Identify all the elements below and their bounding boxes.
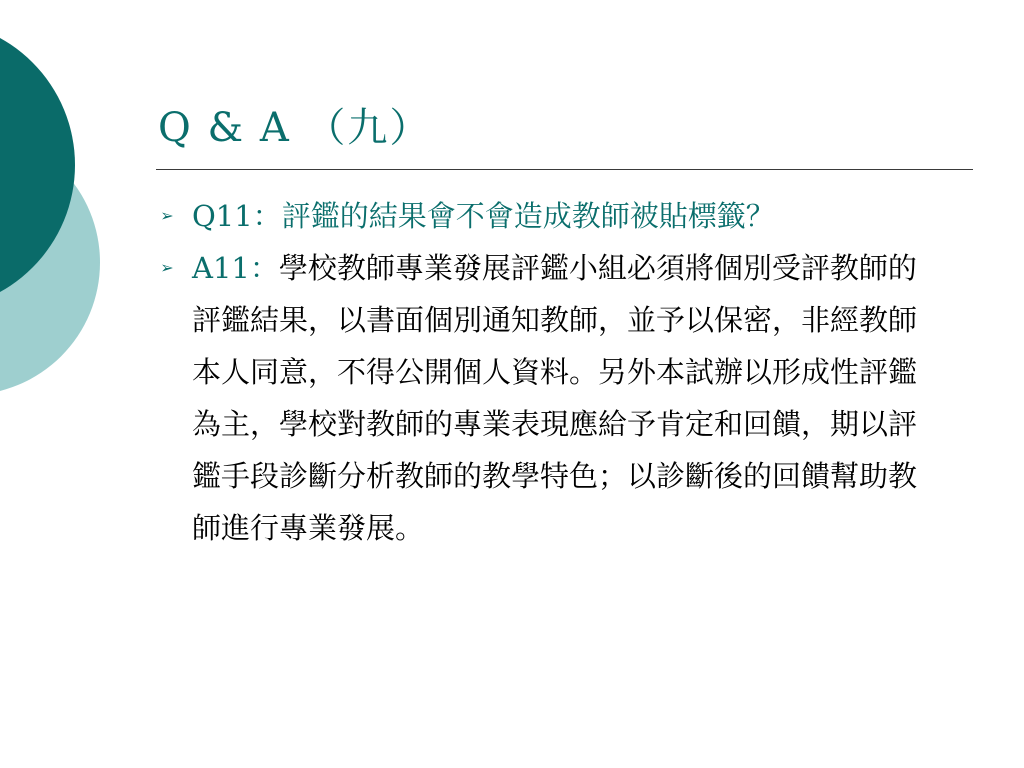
slide-content bbox=[155, 190, 1000, 554]
answer-label: A11： bbox=[192, 251, 279, 285]
slide-title: Q & A （九） bbox=[158, 105, 432, 151]
question-text: 評鑑的結果會不會造成教師被貼標籤？ bbox=[281, 199, 775, 233]
answer-text: 學校教師專業發展評鑑小組必須將個別受評教師的評鑑結果，以書面個別通知教師，並予以保密，非經教師本人同意，不得公開個人資料。另外本試辦以形成性評鑑為主，學校對教師的專業表現應給予肯定和回饋，期以評鑑手段診斷分析教師的教學特色；以診斷後的回饋幫助教師進行專業發展。 bbox=[192, 251, 918, 545]
arrow-bullet-icon: ➢ bbox=[160, 206, 174, 225]
question-label: Q11： bbox=[192, 199, 282, 233]
arrow-bullet-icon: ➢ bbox=[160, 258, 174, 277]
question-item bbox=[155, 190, 1000, 242]
title-underline bbox=[156, 169, 973, 170]
answer-item bbox=[155, 242, 932, 554]
